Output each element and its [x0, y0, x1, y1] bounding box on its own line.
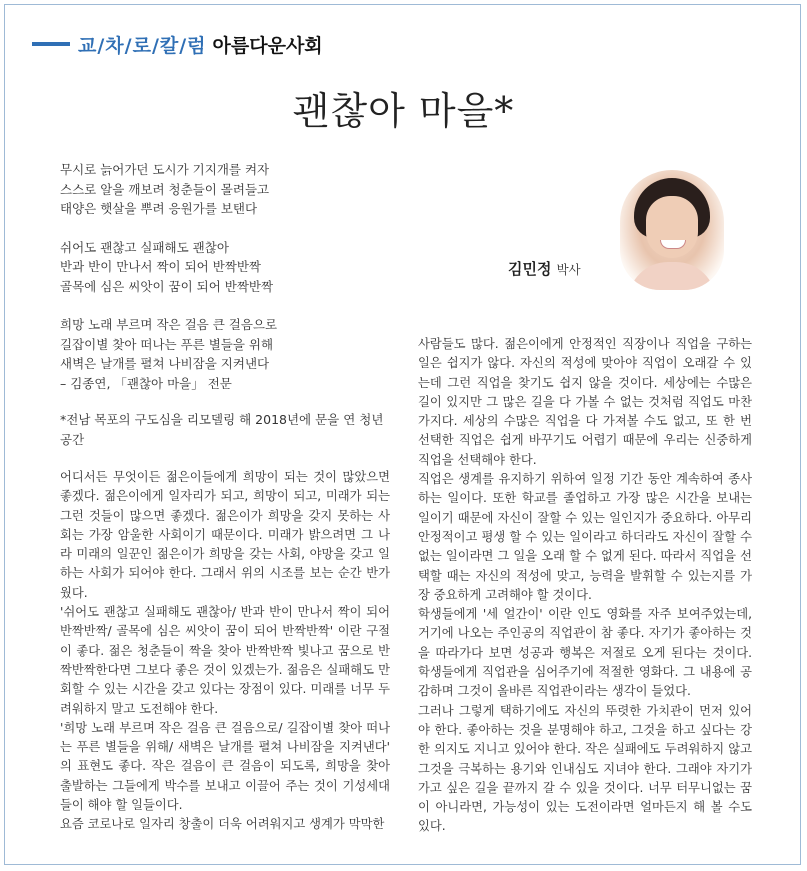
- author-degree: 박사: [556, 262, 581, 277]
- author-photo: [620, 170, 724, 290]
- poem: [60, 160, 400, 412]
- paragraph: 요즘 코로나로 일자리 창출이 더욱 어려워지고 생계가 막막한: [60, 817, 385, 832]
- poem-line: 태양은 햇살을 뿌려 응원가를 보탠다: [60, 201, 258, 216]
- body-column-right: [418, 335, 752, 837]
- footnote: *전남 목포의 구도심을 리모델링 해 2018년에 문을 연 청년 공간: [60, 412, 384, 447]
- author-byline: [508, 258, 581, 279]
- article-title: 괜찮아 마을*: [292, 89, 515, 133]
- poem-line: 골목에 심은 씨앗이 꿈이 되어 반짝반짝: [60, 278, 274, 294]
- column-header: [32, 30, 323, 58]
- poem-stanza: [60, 315, 400, 393]
- poem-line: 길잡이별 찾아 떠나는 푸른 별들을 위해: [60, 336, 274, 352]
- poem-line: 새벽은 날개를 펼쳐 나비잠을 지켜낸다: [60, 356, 270, 371]
- poem-citation: – 김종연, 「괜찮아 마을」 전문: [60, 375, 232, 391]
- paragraph: 사람들도 많다. 젊은이에게 안정적인 직장이나 직업을 구하는 일은 쉽지가 않다. 자신의 적성에 맞아야 직업이 오래갈 수 있는데 그런 직업을 찾기도 쉽지 않을 것이다. 세상에는 수많은 길이 있지만 그 많은 길을 다 가볼 수 없는 것처럼 직업도 마찬가지다. 세상의 수많은 직업을 다 가져볼 수도 없고, 또 한 번 선택한 직업은 쉽게 바꾸기도 어렵기 때문에 우리는 신중하게 직업을 선택해야 한다.: [418, 337, 752, 467]
- poem-line: 희망 노래 부르며 작은 걸음 큰 걸음으로: [60, 317, 278, 332]
- paragraph: 학생들에게 '세 얼간이' 이란 인도 영화를 자주 보여주었는데, 거기에 나오는 주인공의 직업관이 참 좋다. 자기가 좋아하는 것을 따라가다 보면 성공과 행복은 저절로 오게 된다는 것이다. 학생들에게 직업관을 심어주기에 적절한 영화다. 그 내용에 공감하며 그것이 올바른 직업관이라는 생각이 들었다.: [418, 607, 752, 699]
- poem-line: 무시로 늙어가던 도시가 기지개를 켜자: [60, 162, 270, 177]
- paragraph: '쉬어도 괜찮고 실패해도 괜찮아/ 반과 반이 만나서 짝이 되어 반짝반짝/ 골목에 심은 씨앗이 꿈이 되어 반짝반짝' 이란 구절이 좋다. 젊은 청춘들이 짝을 찾아 반짝반짝 빛나고 꿈으로 반짝반짝한다면 그보다 좋은 것이 있겠는가. 젊음은 실패해도 만회할 수 있는 시간을 갖고 있다는 장점이 있다. 미래를 너무 두려워하지 말고 도전해야 한다.: [60, 605, 390, 716]
- author-name: 김민정: [508, 260, 552, 278]
- poem-stanza: [60, 238, 400, 297]
- paragraph: 그러나 그렇게 택하기에도 자신의 뚜렷한 가치관이 먼저 있어야 한다. 좋아하는 것을 분명해야 하고, 그것을 하고 싶다는 강한 의지도 지니고 있어야 한다. 작은 실패에도 두려워하지 않고 그것을 극복하는 용기와 인내심도 지녀야 한다. 그래야 자기가 가고 싶은 길을 끝까지 갈 수 있을 것이다. 너무 터무니없는 꿈이 아니라면, 가능성이 있는 도전이라면 얼마든지 해 볼 수도 있다.: [418, 703, 752, 834]
- poem-line: 쉬어도 괜찮고 실패해도 괜찮아: [60, 239, 229, 255]
- body-column-left: [60, 468, 390, 835]
- poem-line: 스스로 알을 깨보려 청춘들이 몰려들고: [60, 181, 270, 197]
- poem-line: 반과 반이 만나서 짝이 되어 반짝반짝: [60, 259, 261, 274]
- paragraph: '희망 노래 부르며 작은 걸음 큰 걸음으로/ 길잡이별 찾아 떠나는 푸른 별들을 위해/ 새벽은 날개를 펼쳐 나비잠을 지켜낸다' 의 표현도 좋다. 작은 걸음이 큰 걸음이 되도록, 희망을 찾아 출발하는 그들에게 박수를 보내고 이끌어 주는 것이 기성세대들이 해야 할 일들이다.: [60, 720, 390, 813]
- series-label: 교/차/로/칼/럼: [78, 34, 207, 57]
- header-accent-bar: [32, 42, 70, 46]
- column-name: 아름다운사회: [212, 34, 323, 57]
- poem-stanza: [60, 160, 400, 219]
- paragraph: 직업은 생계를 유지하기 위하여 일정 기간 동안 계속하여 종사하는 일이다. 또한 학교를 졸업하고 가장 많은 시간을 보내는 일이기 때문에 자신이 잘할 수 있는 일인지가 중요하다. 아무리 안정적이고 평생 할 수 있는 일이라고 하더라도 자신이 잘할 수 없는 일이라면 그 일을 오래 할 수 없게 된다. 따라서 직업을 선택할 때는 자신의 적성에 맞고, 능력을 발휘할 수 있는지를 가장 중요하게 고려해야 할 것이다.: [418, 472, 752, 602]
- paragraph: 어디서든 무엇이든 젊은이들에게 희망이 되는 것이 많았으면 좋겠다. 젊은이에게 일자리가 되고, 희망이 되고, 미래가 되는 그런 것들이 많으면 좋겠다. 젊은이가 희망을 갖지 못하는 사회는 가장 암울한 사회이기 때문이다. 미래가 밝으려면 그 나라 미래의 일꾼인 젊은이가 희망을 갖는 사회, 야망을 갖고 일하는 사회가 되어야 한다. 그래서 위의 시조를 보는 순간 반가웠다.: [60, 470, 390, 600]
